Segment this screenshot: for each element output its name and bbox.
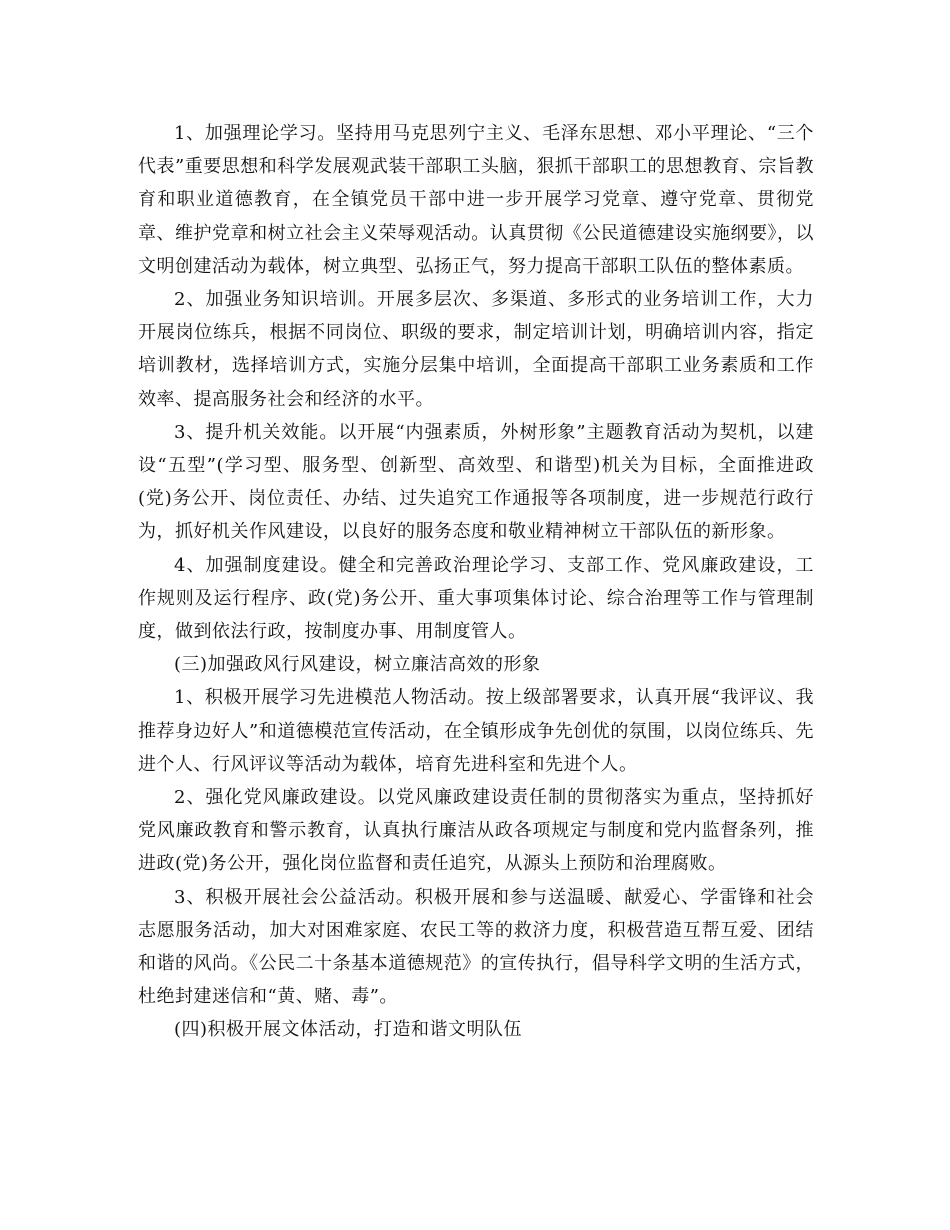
paragraph-business-training: 2、加强业务知识培训。开展多层次、多渠道、多形式的业务培训工作，大力开展岗位练兵，根据不同岗位、职级的要求，制定培训计划，明确培训内容，指定培训教材，选择培训方式，实施分层集中培训，全面提高干部职工业务素质和工作效率、提高服务社会和经济的水平。	[138, 289, 814, 410]
section-heading-3: (三)加强政风行风建设，树立廉洁高效的形象	[174, 654, 541, 676]
section-heading-4: (四)积极开展文体活动，打造和谐文明队伍	[174, 1019, 523, 1041]
document-body	[138, 117, 814, 1047]
paragraph-party-integrity: 2、强化党风廉政建设。以党风廉政建设责任制的贯彻落实为重点，坚持抓好党风廉政教育和警示教育，认真执行廉洁从政各项规定与制度和党内监督条列，推进政(党)务公开，强化岗位监督和责任追究，从源头上预防和治理腐败。	[138, 787, 814, 875]
paragraph-model-learning: 1、积极开展学习先进模范人物活动。按上级部署要求，认真开展“我评议、我推荐身边好人”和道德模范宣传活动，在全镇形成争先创优的氛围，以岗位练兵、先进个人、行风评议等活动为载体，培育先进科室和先进个人。	[138, 687, 814, 775]
paragraph-public-welfare: 3、积极开展社会公益活动。积极开展和参与送温暖、献爱心、学雷锋和社会志愿服务活动，加大对困难家庭、农民工等的救济力度，积极营造互帮互爱、团结和谐的风尚。《公民二十条基本道德规范》的宣传执行，倡导科学文明的生活方式，杜绝封建迷信和“黄、赌、毒”。	[138, 886, 814, 1008]
paragraph-office-efficiency: 3、提升机关效能。以开展“内强素质，外树形象”主题教育活动为契机，以建设“五型”(学习型、服务型、创新型、高效型、和谐型)机关为目标，全面推进政(党)务公开、岗位责任、办结、过失追究工作通报等各项制度，进一步规范行政行为，抓好机关作风建设，以良好的服务态度和敬业精神树立干部队伍的新形象。	[138, 421, 814, 543]
paragraph-system-building: 4、加强制度建设。健全和完善政治理论学习、支部工作、党风廉政建设，工作规则及运行程序、政(党)务公开、重大事项集体讨论、综合治理等工作与管理制度，做到依法行政，按制度办事、用制度管人。	[138, 554, 814, 643]
paragraph-theory-study: 1、加强理论学习。坚持用马克思列宁主义、毛泽东思想、邓小平理论、“三个代表”重要思想和科学发展观武装干部职工头脑，狠抓干部职工的思想教育、宗旨教育和职业道德教育，在全镇党员干部中进一步开展学习党章、遵守党章、贯彻党章、维护党章和树立社会主义荣辱观活动。认真贯彻《公民道德建设实施纲要》，以文明创建活动为载体，树立典型、弘扬正气，努力提高干部职工队伍的整体素质。	[138, 123, 814, 277]
